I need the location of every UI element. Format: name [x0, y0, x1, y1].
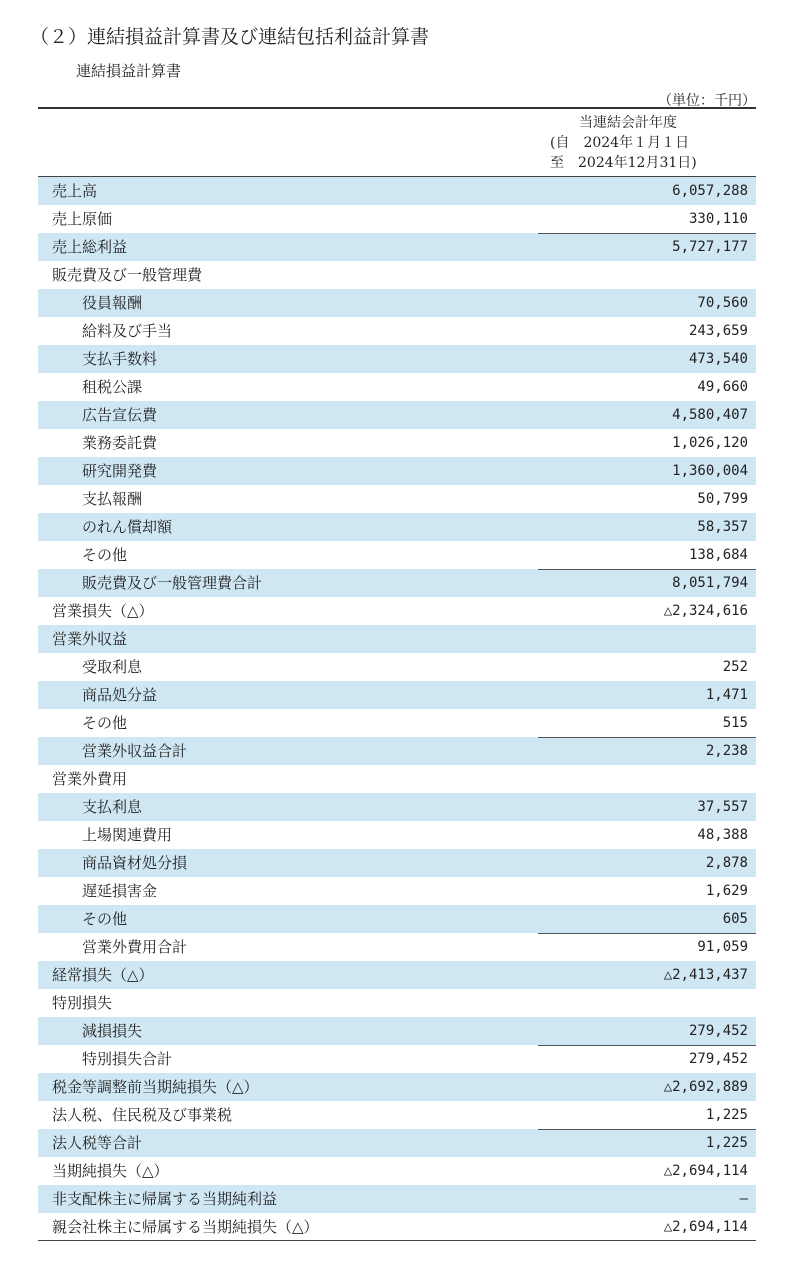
- row-value: △2,694,114: [663, 1163, 748, 1179]
- table-row: [38, 261, 756, 289]
- table-row: [38, 233, 756, 261]
- table-row: [38, 317, 756, 345]
- table-row: [38, 597, 756, 625]
- table-row: [38, 1101, 756, 1129]
- table-row: [38, 485, 756, 513]
- table-row: [38, 177, 756, 205]
- row-label: 支払手数料: [82, 350, 158, 368]
- table-row: [38, 373, 756, 401]
- row-label: 売上高: [52, 182, 98, 200]
- row-value: 91,059: [697, 939, 748, 955]
- table-row: [38, 1213, 756, 1241]
- row-value: 48,388: [697, 827, 748, 843]
- row-value: 4,580,407: [672, 407, 748, 423]
- row-label: 法人税等合計: [52, 1134, 143, 1152]
- table-row: [38, 429, 756, 457]
- row-label: 営業外収益: [52, 630, 128, 648]
- row-label: 非支配株主に帰属する当期純利益: [52, 1190, 278, 1208]
- row-label: 研究開発費: [82, 462, 158, 480]
- row-label: 売上原価: [52, 210, 113, 228]
- period-header-to: 至 2024年12月31日): [550, 155, 697, 171]
- row-value: △2,694,114: [663, 1219, 748, 1235]
- row-value: 37,557: [697, 799, 748, 815]
- row-value: 5,727,177: [672, 239, 748, 255]
- row-label: 租税公課: [82, 378, 143, 396]
- table-row: [38, 1073, 756, 1101]
- unit-label: （単位：千円）: [658, 93, 756, 109]
- row-value: 252: [722, 659, 748, 675]
- table-row: [38, 849, 756, 877]
- table-row: [38, 205, 756, 233]
- table-row: [38, 569, 756, 597]
- statement-subtitle: 連結損益計算書: [76, 62, 182, 80]
- row-label: 遅延損害金: [82, 882, 158, 900]
- row-label: その他: [82, 546, 128, 564]
- row-label: 営業外費用: [52, 770, 128, 788]
- row-value: △2,324,616: [663, 603, 748, 619]
- row-label: その他: [82, 910, 128, 928]
- row-value: 330,110: [688, 211, 748, 227]
- row-label: 特別損失合計: [82, 1050, 173, 1068]
- table-row: [38, 821, 756, 849]
- row-value: 49,660: [697, 379, 748, 395]
- row-value: 6,057,288: [672, 183, 748, 199]
- table-row: [38, 737, 756, 765]
- row-label: その他: [82, 714, 128, 732]
- table-row: [38, 933, 756, 961]
- row-label: 当期純損失（△）: [52, 1162, 169, 1180]
- row-label: のれん償却額: [82, 518, 173, 536]
- row-label: 減損損失: [82, 1022, 143, 1040]
- table-row: [38, 1185, 756, 1213]
- row-label: 経常損失（△）: [52, 966, 154, 984]
- row-value: 58,357: [697, 519, 748, 535]
- row-value: 1,629: [705, 883, 748, 899]
- table-row: [38, 653, 756, 681]
- row-label: 営業損失（△）: [52, 602, 154, 620]
- document-title: （２）連結損益計算書及び連結包括利益計算書: [30, 26, 430, 48]
- table-row: [38, 1045, 756, 1073]
- row-label: 親会社株主に帰属する当期純損失（△）: [52, 1218, 319, 1236]
- row-value: 605: [722, 911, 748, 927]
- row-value: 1,026,120: [672, 435, 748, 451]
- row-label: 商品処分益: [82, 686, 158, 704]
- row-value: 1,471: [705, 687, 748, 703]
- table-row: [38, 709, 756, 737]
- row-label: 特別損失: [52, 994, 113, 1012]
- row-label: 営業外費用合計: [82, 938, 188, 956]
- row-value: 279,452: [688, 1051, 748, 1067]
- table-row: [38, 513, 756, 541]
- row-label: 支払利息: [82, 798, 143, 816]
- table-row: [38, 541, 756, 569]
- table-row: [38, 345, 756, 373]
- row-value: △2,692,889: [663, 1079, 748, 1095]
- row-value: 70,560: [697, 295, 748, 311]
- row-label: 販売費及び一般管理費合計: [82, 574, 263, 592]
- row-label: 役員報酬: [82, 294, 143, 312]
- row-value: 243,659: [688, 323, 748, 339]
- table-row: [38, 681, 756, 709]
- table-row: [38, 793, 756, 821]
- period-header-title: 当連結会計年度: [579, 115, 677, 131]
- row-value: 1,225: [705, 1107, 748, 1123]
- row-value: ―: [739, 1191, 748, 1207]
- row-label: 売上総利益: [52, 238, 128, 256]
- row-value: 1,225: [705, 1135, 748, 1151]
- row-label: 商品資材処分損: [82, 854, 188, 872]
- table-row: [38, 961, 756, 989]
- row-label: 受取利息: [82, 658, 143, 676]
- row-value: 1,360,004: [672, 463, 748, 479]
- row-label: 販売費及び一般管理費: [52, 266, 203, 284]
- row-value: △2,413,437: [663, 967, 748, 983]
- table-row: [38, 1157, 756, 1185]
- table-row: [38, 905, 756, 933]
- row-label: 給料及び手当: [82, 322, 173, 340]
- row-value: 2,878: [705, 855, 748, 871]
- period-header-from: (自 2024年１月１日: [550, 135, 690, 151]
- row-value: 279,452: [688, 1023, 748, 1039]
- table-row: [38, 625, 756, 653]
- table-row: [38, 289, 756, 317]
- period-header: [500, 113, 756, 173]
- top-rule: [38, 107, 756, 109]
- row-value: 8,051,794: [672, 575, 748, 591]
- table-row: [38, 457, 756, 485]
- row-label: 営業外収益合計: [82, 742, 188, 760]
- income-statement-table: [38, 177, 756, 1241]
- row-value: 515: [722, 715, 748, 731]
- row-value: 2,238: [705, 743, 748, 759]
- row-value: 138,684: [688, 547, 748, 563]
- row-label: 法人税、住民税及び事業税: [52, 1106, 233, 1124]
- table-row: [38, 1017, 756, 1045]
- row-label: 税金等調整前当期純損失（△）: [52, 1078, 259, 1096]
- table-row: [38, 989, 756, 1017]
- row-value: 50,799: [697, 491, 748, 507]
- table-row: [38, 877, 756, 905]
- row-label: 広告宣伝費: [82, 406, 158, 424]
- row-value: 473,540: [688, 351, 748, 367]
- table-row: [38, 765, 756, 793]
- row-label: 業務委託費: [82, 434, 158, 452]
- row-label: 上場関連費用: [82, 826, 173, 844]
- table-row: [38, 401, 756, 429]
- table-row: [38, 1129, 756, 1157]
- row-label: 支払報酬: [82, 490, 143, 508]
